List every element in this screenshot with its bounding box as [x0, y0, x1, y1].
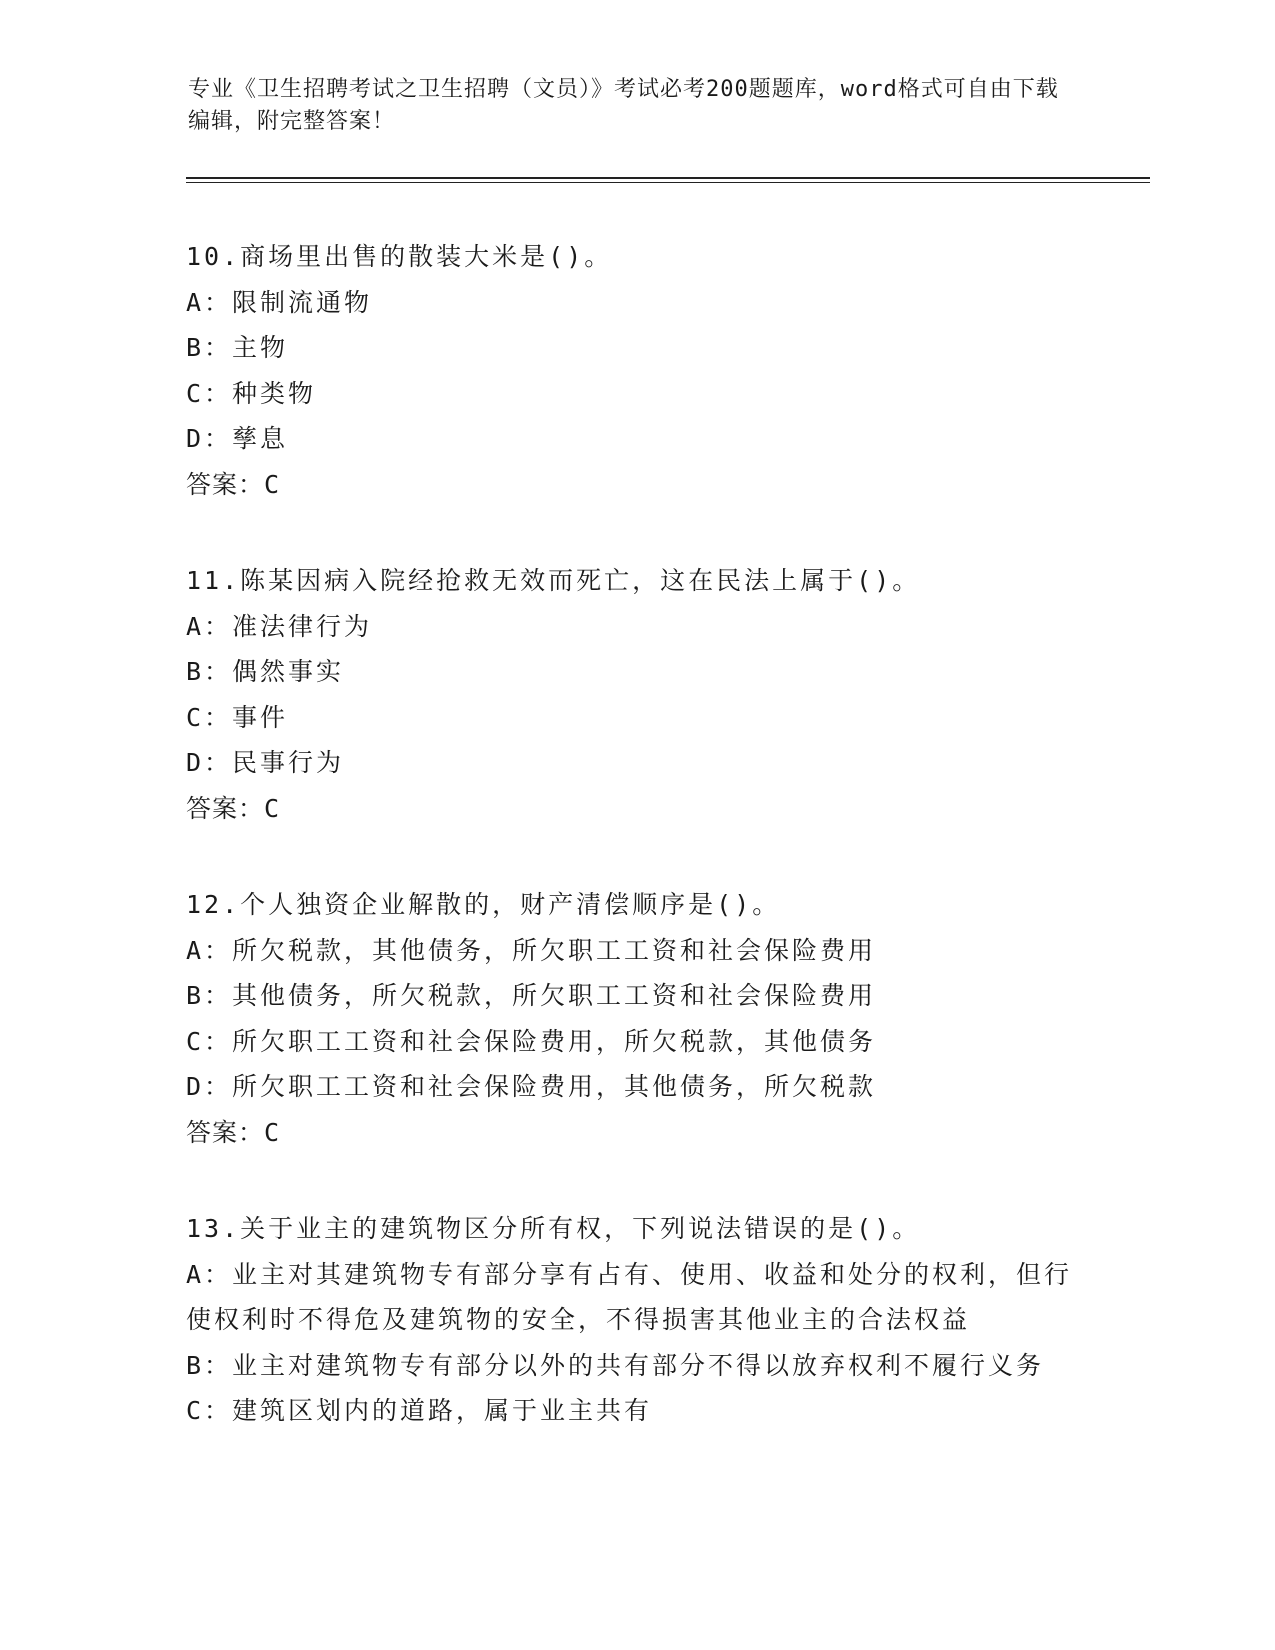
option-c: C：所欠职工工资和社会保险费用，所欠税款，其他债务: [186, 1026, 877, 1056]
question-list: [186, 234, 1086, 1485]
option-c: C：事件: [186, 702, 289, 732]
option-c: C：种类物: [186, 378, 317, 408]
option-a: A：准法律行为: [186, 611, 373, 641]
option-b: B：偶然事实: [186, 657, 345, 686]
option-b: B：其他债务，所欠税款，所欠职工工资和社会保险费用: [186, 981, 877, 1010]
question-stem: 13.关于业主的建筑物区分所有权，下列说法错误的是()。: [186, 1214, 921, 1243]
question-stem: 12.个人独资企业解散的，财产清偿顺序是()。: [186, 890, 781, 919]
option-c: C：建筑区划内的道路，属于业主共有: [186, 1396, 653, 1425]
header-divider-bottom: [186, 182, 1150, 183]
option-b: B：主物: [186, 333, 289, 362]
answer: 答案：C: [186, 469, 281, 499]
question-10: [186, 234, 1086, 507]
question-stem: 10.商场里出售的散装大米是()。: [186, 242, 613, 271]
option-d: D：所欠职工工资和社会保险费用，其他债务，所欠税款: [186, 1072, 877, 1101]
option-b: B：业主对建筑物专有部分以外的共有部分不得以放弃权利不履行义务: [186, 1350, 1045, 1380]
document-header: [188, 74, 1068, 138]
option-d: D：孳息: [186, 424, 289, 453]
question-12: [186, 882, 1086, 1155]
question-11: [186, 558, 1086, 831]
header-text: 专业《卫生招聘考试之卫生招聘（文员）》考试必考200题题库，word格式可自由下载编辑，附完整答案！: [188, 77, 1059, 134]
option-a: A：业主对其建筑物专有部分享有占有、使用、收益和处分的权利，但行使权利时不得危及建筑物的安全，不得损害其他业主的合法权益: [186, 1259, 1073, 1334]
question-stem: 11.陈某因病入院经抢救无效而死亡，这在民法上属于()。: [186, 566, 921, 595]
option-a: A：限制流通物: [186, 287, 373, 317]
answer: 答案：C: [186, 1117, 281, 1147]
question-13: [186, 1206, 1086, 1434]
answer: 答案：C: [186, 793, 281, 823]
header-divider-top: [186, 177, 1150, 179]
option-a: A：所欠税款，其他债务，所欠职工工资和社会保险费用: [186, 935, 877, 965]
option-d: D：民事行为: [186, 748, 345, 777]
